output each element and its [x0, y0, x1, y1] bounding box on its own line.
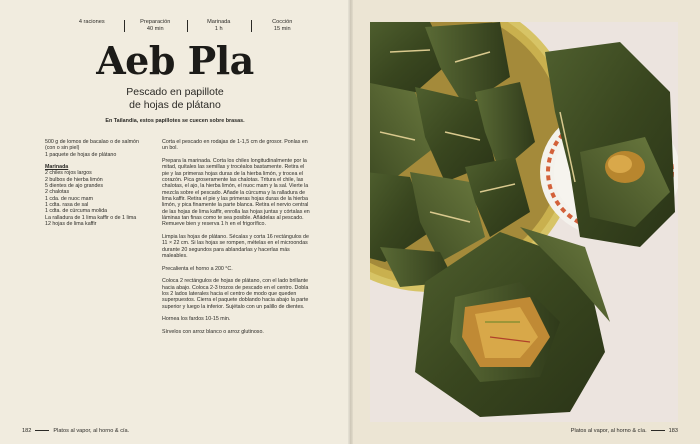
- ingredient-item: 1 cda. de nuoc mam: [45, 195, 93, 202]
- method-step: Coloca 2 rectángulos de hojas de plátano, con el lado brillante hacia abajo. Coloca 2-3 trozos de pescado en el centro. Dobla los 2 lados laterales hacia el centro de modo que queden superpuestos. Cierra el paquete doblando hacia abajo la parte superior y luego la inferior. Sujétalo con un palillo de dientes.: [162, 278, 309, 310]
- recipe-title: Aeb Pla: [96, 38, 254, 83]
- marinade-heading: Marinada: [45, 164, 69, 171]
- meta-marinade-label: Marinada: [207, 19, 231, 25]
- meta-prep-label: Preparación: [140, 19, 171, 25]
- left-folio: [22, 428, 129, 434]
- ingredient-item: 2 chalotas: [45, 189, 70, 196]
- section-name-left: Platos al vapor, al horno & cía.: [53, 428, 130, 434]
- ingredients-list: [45, 139, 155, 227]
- food-photo: [370, 22, 678, 422]
- recipe-subtitle: [60, 86, 290, 111]
- ingredient-item: 5 dientes de ajo grandes: [45, 183, 104, 190]
- meta-cooking-value: 15 min: [273, 25, 291, 32]
- ingredient-item: 2 bulbos de hierba limón: [45, 176, 103, 183]
- right-folio: [571, 428, 678, 434]
- recipe-meta-strip: [60, 19, 314, 32]
- ingredient-item: 12 hojas de lima kaffir: [45, 221, 97, 228]
- ingredient-item: 1 cdta. rasa de sal: [45, 202, 89, 209]
- method-step: Corta el pescado en rodajas de 1-1,5 cm de grosor. Ponlas en un bol.: [162, 139, 308, 152]
- method-step: Limpia las hojas de plátano. Sécalas y corta 16 rectángulos de 11 × 22 cm. Si las hojas se rompen, mételas en el microondas durante 20 segundos para ablandarlas y hacerlas más maleables.: [162, 234, 309, 260]
- method-step: Prepara la marinada. Corta los chiles longitudinalmente por la mitad, quítales las semillas y trocéalos bastamente. Retira el pie y las primeras hojas duras de la hierba limón, y trocea el corazón. Pica groseramente las chalotas. Tritura el chile, las chalotas, el ajo, la hierba limón, el nuoc mam y la sal. Vierte la mezcla sobre el pescado. Añade la cúrcuma y la ralladura de lima kaffir. Retira el pie y las primeras hojas duras de la hierba limón, y pica finamente la parte blanca. Retira el nervio central de las hojas de lima kaffir, enrolla las hojas juntas y córtalas en láminas tan finas como te sea posible. Añádelas al pescado. Remueve bien y reserva 1 h en el frigorífico.: [162, 157, 310, 228]
- ingredient-item: 500 g de lomos de bacalao o de salmón: [45, 139, 139, 145]
- meta-servings-label: 4 raciones: [78, 19, 105, 25]
- ingredient-item: La ralladura de 1 lima kaffir o de 1 lima: [45, 214, 137, 221]
- ingredient-item: 1 cdta. de cúrcuma molida: [45, 208, 108, 215]
- meta-cooking-label: Cocción: [272, 19, 293, 25]
- meta-cooking: [251, 19, 315, 32]
- meta-prep: [124, 19, 188, 32]
- method-step: Precalienta el horno a 200 °C.: [162, 265, 233, 272]
- book-gutter: [348, 0, 353, 444]
- folio-divider: [651, 430, 665, 431]
- page-number-left: 182: [22, 428, 32, 434]
- ingredient-item: (con o sin piel): [45, 145, 80, 152]
- folio-divider: [35, 430, 49, 431]
- meta-marinade: [187, 19, 251, 32]
- meta-servings: [60, 19, 124, 32]
- method-steps: [162, 139, 312, 342]
- page-number-right: 183: [668, 428, 678, 434]
- ingredient-item: 1 paquete de hojas de plátano: [45, 151, 117, 158]
- method-step: Sírvelos con arroz blanco o arroz glutinoso.: [162, 329, 264, 336]
- recipe-intro: En Tailandia, estos papillotes se cuecen sobre brasas.: [105, 118, 245, 124]
- subtitle-line-2: de hojas de plátano: [129, 98, 221, 111]
- ingredient-item: 2 chiles rojos largos: [45, 170, 92, 177]
- meta-prep-value: 40 min: [146, 25, 164, 32]
- meta-marinade-value: 1 h: [214, 25, 223, 32]
- section-name-right: Platos al vapor, al horno & cía.: [570, 428, 647, 434]
- method-step: Hornea los fardos 10-15 min.: [162, 316, 231, 323]
- subtitle-line-1: Pescado en papillote: [126, 86, 224, 98]
